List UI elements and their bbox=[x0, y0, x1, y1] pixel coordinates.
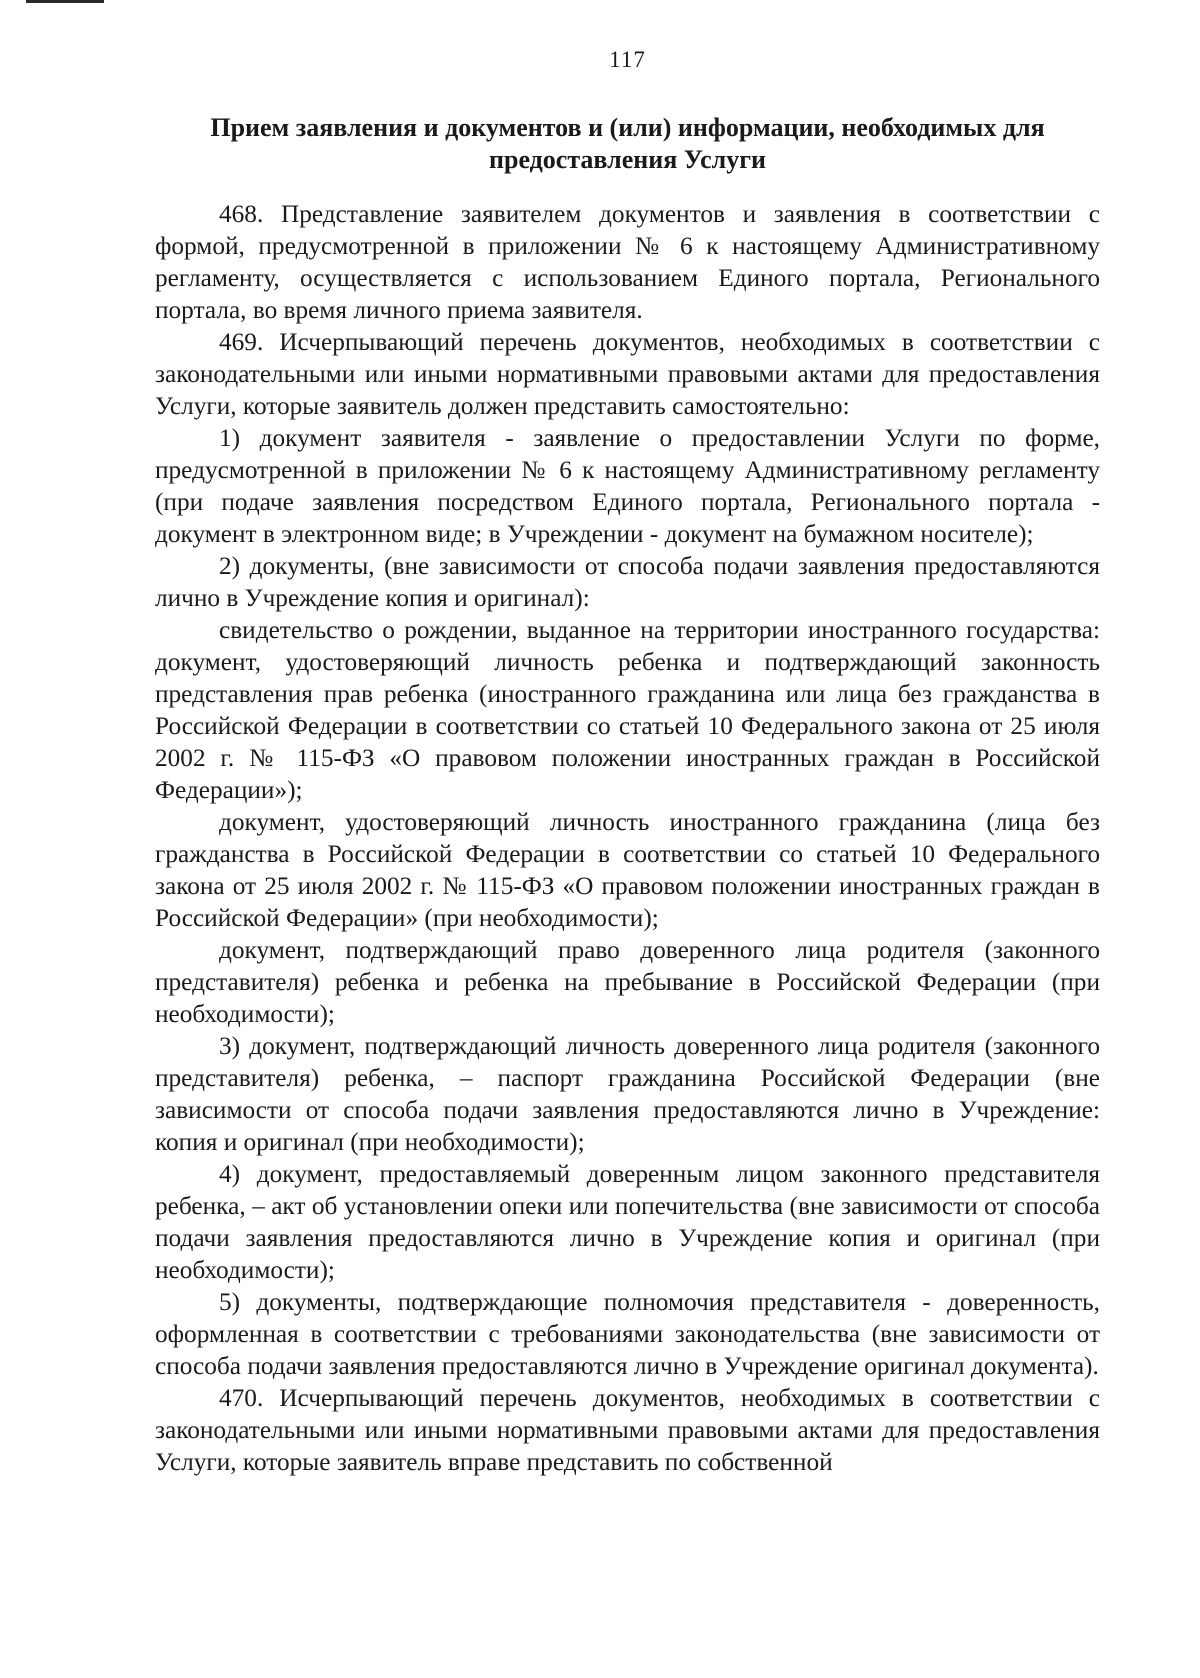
sub-item-birth-certificate: свидетельство о рождении, выданное на территории иностранного государства: документ, удостоверяющий личность ребенка и подтверждающий законность представления прав ребенка (иностранного гражданина или лица без гражданства в Российской Федерации в соответствии со статьей 10 Федерального закона от 25 июля 2002 г. № 115-ФЗ «О правовом положении иностранных граждан в Российской Федерации»); bbox=[155, 616, 1100, 804]
scan-edge-mark bbox=[26, 0, 104, 3]
list-item-2: 2) документы, (вне зависимости от способа подачи заявления предоставляются лично в Учреждение копия и оригинал): bbox=[155, 552, 1100, 612]
list-item-5: 5) документы, подтверждающие полномочия представителя - доверенность, оформленная в соответствии с требованиями законодательства (вне зависимости от способа подачи заявления предоставляются лично в Учреждение оригинал документа). bbox=[155, 1288, 1100, 1380]
document-page bbox=[155, 44, 1100, 1478]
list-item-4: 4) документ, предоставляемый доверенным лицом законного представителя ребенка, – акт об установлении опеки или попечительства (вне зависимости от способа подачи заявления предоставляются лично в Учреждение копия и оригинал (при необходимости); bbox=[155, 1160, 1100, 1284]
sub-item-residence-right: документ, подтверждающий право доверенного лица родителя (законного представителя) ребенка и ребенка на пребывание в Российской Федерации (при необходимости); bbox=[155, 936, 1100, 1028]
sub-item-foreign-id: документ, удостоверяющий личность иностранного гражданина (лица без гражданства в Российской Федерации в соответствии со статьей 10 Федерального закона от 25 июля 2002 г. № 115-ФЗ «О правовом положении иностранных граждан в Российской Федерации» (при необходимости); bbox=[155, 808, 1100, 932]
section-heading: Прием заявления и документов и (или) информации, необходимых для предоставления Услуги bbox=[210, 113, 1045, 174]
list-item-3: 3) документ, подтверждающий личность доверенного лица родителя (законного представителя) ребенка, – паспорт гражданина Российской Федерации (вне зависимости от способа подачи заявления предоставляются лично в Учреждение: копия и оригинал (при необходимости); bbox=[155, 1032, 1100, 1156]
paragraph-468: 468. Представление заявителем документов и заявления в соответствии с формой, предусмотренной в приложении № 6 к настоящему Административному регламенту, осуществляется с использованием Единого портала, Регионального портала, во время личного приема заявителя. bbox=[155, 200, 1100, 324]
list-item-1: 1) документ заявителя - заявление о предоставлении Услуги по форме, предусмотренной в приложении № 6 к настоящему Административному регламенту (при подаче заявления посредством Единого портала, Регионального портала - документ в электронном виде; в Учреждении - документ на бумажном носителе); bbox=[155, 424, 1100, 548]
page-number: 117 bbox=[609, 47, 646, 72]
paragraph-470: 470. Исчерпывающий перечень документов, необходимых в соответствии с законодательными или иными нормативными правовыми актами для предоставления Услуги, которые заявитель вправе представить по собственной bbox=[155, 1384, 1100, 1476]
paragraph-469: 469. Исчерпывающий перечень документов, необходимых в соответствии с законодательными или иными нормативными правовыми актами для предоставления Услуги, которые заявитель должен представить самостоятельно: bbox=[155, 328, 1100, 420]
